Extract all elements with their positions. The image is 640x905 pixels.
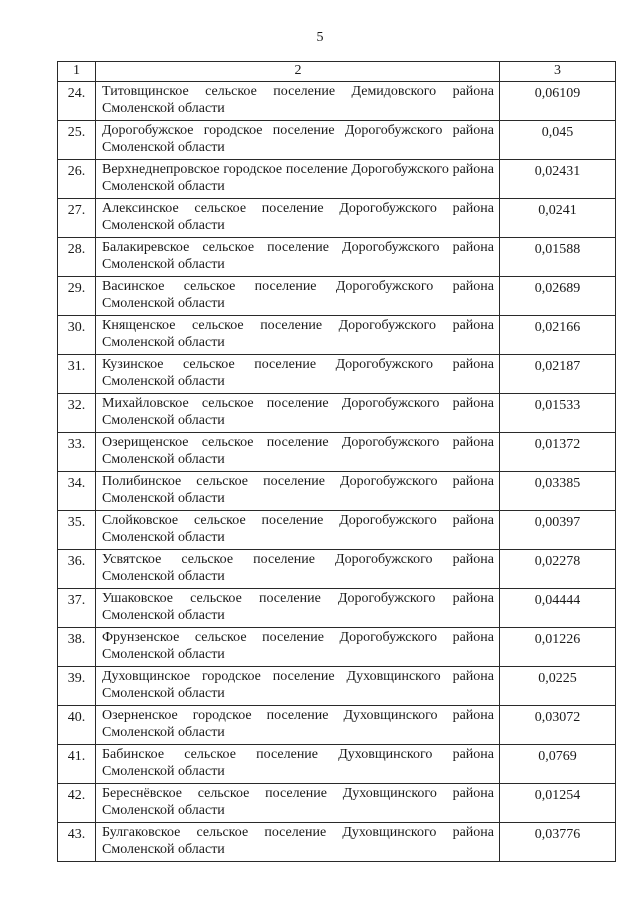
coefficient-value: 0,06109 <box>534 86 581 101</box>
settlement-name: Усвятское сельское поселение Дорогобужского района Смоленской области <box>96 550 500 589</box>
settlement-name: Алексинское сельское поселение Дорогобужского района Смоленской области <box>96 199 500 238</box>
row-number-cell <box>58 472 96 511</box>
settlement-name: Слойковское сельское поселение Дорогобужского района Смоленской области <box>96 511 500 550</box>
table-row <box>58 667 616 706</box>
row-number: 42. <box>67 788 86 803</box>
settlement-name: Ушаковское сельское поселение Дорогобужского района Смоленской области <box>96 589 500 628</box>
coefficient-value: 0,02187 <box>534 359 581 374</box>
settlement-name: Озерненское городское поселение Духовщинского района Смоленской области <box>96 706 500 745</box>
coefficient-cell <box>500 394 616 433</box>
settlement-name: Дорогобужское городское поселение Дорогобужского района Смоленской области <box>96 121 500 160</box>
coefficient-cell <box>500 667 616 706</box>
coefficient-value: 0,01254 <box>534 788 581 803</box>
coefficient-value: 0,03072 <box>534 710 581 725</box>
coefficient-cell <box>500 472 616 511</box>
settlement-name: Фрунзенское сельское поселение Дорогобужского района Смоленской области <box>96 628 500 667</box>
row-number-cell <box>58 199 96 238</box>
row-number-cell <box>58 589 96 628</box>
row-number: 31. <box>67 359 86 374</box>
coefficient-cell <box>500 160 616 199</box>
row-number: 32. <box>67 398 86 413</box>
row-number: 43. <box>67 827 86 842</box>
table-row <box>58 316 616 355</box>
coefficient-cell <box>500 238 616 277</box>
coefficient-cell <box>500 745 616 784</box>
coefficient-value: 0,01372 <box>534 437 581 452</box>
coefficient-cell <box>500 121 616 160</box>
table-row <box>58 394 616 433</box>
table-row <box>58 199 616 238</box>
settlement-name: Титовщинское сельское поселение Демидовского района Смоленской области <box>96 82 500 121</box>
row-number-cell <box>58 160 96 199</box>
row-number-cell <box>58 784 96 823</box>
coefficient-value: 0,0769 <box>538 749 577 764</box>
coefficient-value: 0,01533 <box>534 398 581 413</box>
table-row <box>58 160 616 199</box>
table-row <box>58 823 616 862</box>
coefficient-cell <box>500 316 616 355</box>
row-number: 33. <box>67 437 86 452</box>
table-row <box>58 277 616 316</box>
row-number: 27. <box>67 203 86 218</box>
row-number-cell <box>58 121 96 160</box>
row-number-cell <box>58 823 96 862</box>
coefficient-value: 0,02689 <box>534 281 581 296</box>
coefficient-cell <box>500 706 616 745</box>
table-row <box>58 355 616 394</box>
row-number-cell <box>58 745 96 784</box>
coefficient-cell <box>500 199 616 238</box>
row-number: 37. <box>67 593 86 608</box>
settlement-name: Кузинское сельское поселение Дорогобужского района Смоленской области <box>96 355 500 394</box>
coefficient-cell <box>500 511 616 550</box>
row-number-cell <box>58 433 96 472</box>
row-number: 24. <box>67 86 86 101</box>
settlement-name: Васинское сельское поселение Дорогобужского района Смоленской области <box>96 277 500 316</box>
settlement-name: Михайловское сельское поселение Дорогобужского района Смоленской области <box>96 394 500 433</box>
header-col-3: 3 <box>500 62 616 82</box>
coefficient-value: 0,04444 <box>534 593 581 608</box>
row-number: 36. <box>67 554 86 569</box>
settlement-name: Булгаковское сельское поселение Духовщинского района Смоленской области <box>96 823 500 862</box>
row-number-cell <box>58 277 96 316</box>
coefficient-value: 0,0225 <box>538 671 577 686</box>
row-number-cell <box>58 706 96 745</box>
settlement-name: Кнященское сельское поселение Дорогобужского района Смоленской области <box>96 316 500 355</box>
table-row <box>58 238 616 277</box>
coefficient-value: 0,00397 <box>534 515 581 530</box>
table-row <box>58 784 616 823</box>
coefficient-cell <box>500 823 616 862</box>
settlement-name: Береснёвское сельское поселение Духовщинского района Смоленской области <box>96 784 500 823</box>
coefficient-cell <box>500 550 616 589</box>
row-number: 34. <box>67 476 86 491</box>
settlement-name: Балакиревское сельское поселение Дорогобужского района Смоленской области <box>96 238 500 277</box>
table-row <box>58 472 616 511</box>
table-row <box>58 745 616 784</box>
row-number-cell <box>58 316 96 355</box>
row-number-cell <box>58 511 96 550</box>
coefficient-cell <box>500 433 616 472</box>
table-body <box>58 62 616 862</box>
row-number-cell <box>58 550 96 589</box>
coefficient-value: 0,03776 <box>534 827 581 842</box>
row-number: 38. <box>67 632 86 647</box>
coefficient-cell <box>500 355 616 394</box>
row-number: 41. <box>67 749 86 764</box>
table-header-row <box>58 62 616 82</box>
row-number: 29. <box>67 281 86 296</box>
row-number: 25. <box>67 125 86 140</box>
coefficient-cell <box>500 589 616 628</box>
row-number: 26. <box>67 164 86 179</box>
table-row <box>58 628 616 667</box>
coefficient-cell <box>500 628 616 667</box>
coefficient-cell <box>500 82 616 121</box>
header-col-1: 1 <box>58 62 96 82</box>
page-number: 5 <box>316 30 324 45</box>
header-col-2: 2 <box>96 62 500 82</box>
row-number-cell <box>58 238 96 277</box>
row-number: 28. <box>67 242 86 257</box>
row-number-cell <box>58 82 96 121</box>
settlements-table <box>57 61 616 862</box>
settlement-name: Верхнеднепровское городское поселение Дорогобужского района Смоленской области <box>96 160 500 199</box>
coefficient-value: 0,01226 <box>534 632 581 647</box>
table-row <box>58 589 616 628</box>
row-number-cell <box>58 394 96 433</box>
row-number: 35. <box>67 515 86 530</box>
row-number: 39. <box>67 671 86 686</box>
settlement-name: Полибинское сельское поселение Дорогобужского района Смоленской области <box>96 472 500 511</box>
coefficient-value: 0,01588 <box>534 242 581 257</box>
coefficient-value: 0,0241 <box>538 203 577 218</box>
table-row <box>58 550 616 589</box>
table-row <box>58 706 616 745</box>
coefficient-value: 0,02431 <box>534 164 581 179</box>
table-row <box>58 121 616 160</box>
coefficient-value: 0,045 <box>541 125 574 140</box>
coefficient-value: 0,02166 <box>534 320 581 335</box>
row-number: 40. <box>67 710 86 725</box>
row-number-cell <box>58 667 96 706</box>
coefficient-cell <box>500 784 616 823</box>
coefficient-value: 0,03385 <box>534 476 581 491</box>
settlement-name: Духовщинское городское поселение Духовщинского района Смоленской области <box>96 667 500 706</box>
settlement-name: Озерищенское сельское поселение Дорогобужского района Смоленской области <box>96 433 500 472</box>
coefficient-cell <box>500 277 616 316</box>
row-number-cell <box>58 355 96 394</box>
coefficient-value: 0,02278 <box>534 554 581 569</box>
table-row <box>58 511 616 550</box>
row-number-cell <box>58 628 96 667</box>
settlement-name: Бабинское сельское поселение Духовщинского района Смоленской области <box>96 745 500 784</box>
table-row <box>58 82 616 121</box>
row-number: 30. <box>67 320 86 335</box>
table-row <box>58 433 616 472</box>
